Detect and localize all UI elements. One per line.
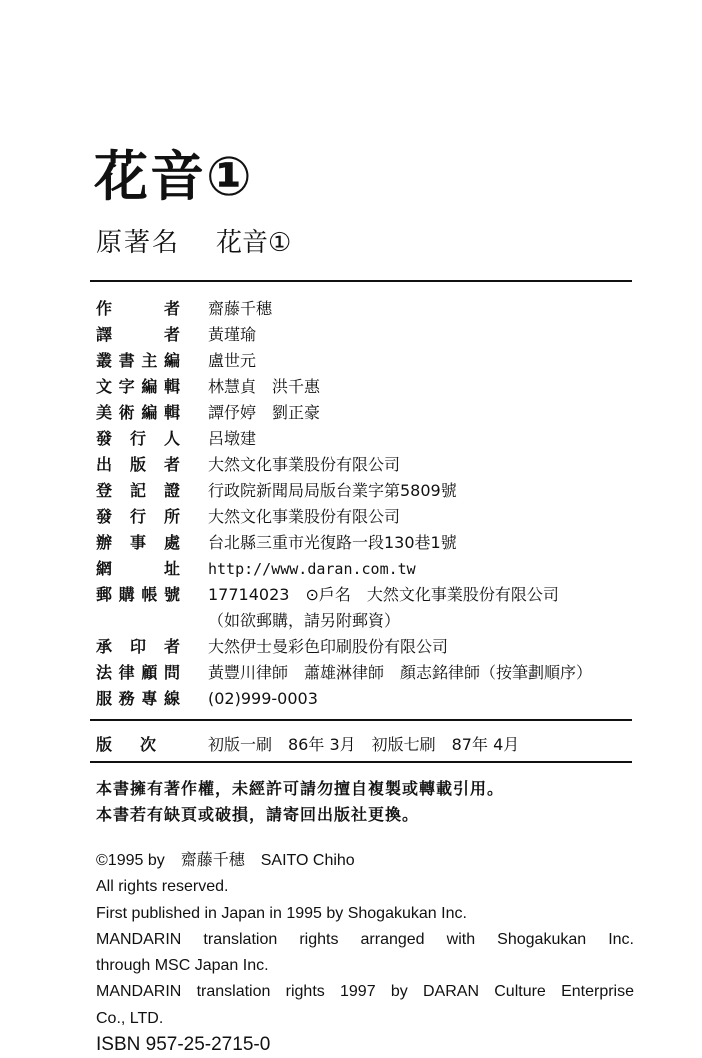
credit-value: 大然伊士曼彩色印刷股份有限公司 <box>208 637 449 656</box>
credit-label: 登記證 <box>96 481 180 500</box>
top-divider <box>90 280 632 282</box>
bottom-divider <box>90 761 632 763</box>
credit-value: (02)999-0003 <box>208 689 318 708</box>
rights-line: Co., LTD. <box>96 1009 164 1027</box>
rights-line: through MSC Japan Inc. <box>96 957 269 975</box>
credit-label: 法律顧問 <box>96 663 180 682</box>
credit-value: 台北縣三重市光復路一段130巷1號 <box>208 533 457 552</box>
rights-line: MANDARIN translation rights arranged with Shogakukan Inc. <box>96 930 634 948</box>
isbn-line: ISBN 957-25-2715-0 <box>96 1034 271 1056</box>
website-link[interactable]: http://www.daran.com.tw <box>208 560 416 578</box>
credits-list <box>96 296 636 712</box>
credit-value: 17714023 ⊙戶名 大然文化事業股份有限公司 <box>208 585 559 604</box>
rights-line: First published in Japan in 1995 by Shogakukan Inc. <box>96 904 467 922</box>
english-rights-block <box>96 848 634 1058</box>
credit-label: 承印者 <box>96 637 180 656</box>
credit-row-publisher-person <box>96 426 636 452</box>
credit-row-text-editor <box>96 374 636 400</box>
credit-value: 黃豐川律師 蕭雄淋律師 顏志銘律師（按筆劃順序） <box>208 663 593 682</box>
credit-label: 網 址 <box>96 559 180 578</box>
credit-value: 呂墩建 <box>208 429 257 448</box>
rights-line: MANDARIN translation rights 1997 by DARAN Culture Enterprise <box>96 983 634 1001</box>
original-title <box>96 225 291 261</box>
credit-label: 郵購帳號 <box>96 585 180 604</box>
edition-row <box>96 732 519 758</box>
original-title-value: 花音① <box>216 228 292 258</box>
credit-row-postal-account <box>96 582 636 608</box>
credit-label: 文字編輯 <box>96 377 180 396</box>
credit-label: 發行所 <box>96 507 180 526</box>
rights-line: All rights reserved. <box>96 878 229 896</box>
credit-value: 盧世元 <box>208 351 257 370</box>
credit-value: （如欲郵購，請另附郵資） <box>208 611 401 630</box>
credit-row-legal <box>96 660 636 686</box>
credit-value: 林慧貞 洪千惠 <box>208 377 321 396</box>
credit-value: 大然文化事業股份有限公司 <box>208 455 401 474</box>
notice-line: 本書擁有著作權，未經許可請勿擅自複製或轉載引用。 <box>96 779 505 798</box>
credit-value: 黃瑾瑜 <box>208 325 257 344</box>
credit-row-author <box>96 296 636 322</box>
credit-row-publisher <box>96 452 636 478</box>
credit-label: 辦事處 <box>96 533 180 552</box>
credit-label: 服務專線 <box>96 689 180 708</box>
book-title: 花音① <box>94 145 254 208</box>
credit-row-postal-note <box>96 608 636 634</box>
credit-value: 齋藤千穗 <box>208 299 273 318</box>
credit-row-registration <box>96 478 636 504</box>
notice-line: 本書若有缺頁或破損，請寄回出版社更換。 <box>96 805 420 824</box>
copyright-line: ©1995 by 齋藤千穗 SAITO Chiho <box>96 852 355 869</box>
credit-value: 行政院新聞局局版台業字第5809號 <box>208 481 457 500</box>
credit-value: 譚伃婷 劉正豪 <box>208 403 321 422</box>
credit-label: 發行人 <box>96 429 180 448</box>
edition-label: 版 次 <box>96 735 163 754</box>
credit-row-printer <box>96 634 636 660</box>
credit-label: 叢書主編 <box>96 351 180 370</box>
credit-row-website <box>96 556 636 582</box>
credit-row-translator <box>96 322 636 348</box>
copyright-notice <box>96 776 504 828</box>
credit-row-service-line <box>96 686 636 712</box>
credit-row-distributor <box>96 504 636 530</box>
credit-value: 大然文化事業股份有限公司 <box>208 507 401 526</box>
credit-label: 譯 者 <box>96 325 180 344</box>
credit-label: 美術編輯 <box>96 403 180 422</box>
credit-label: 作 者 <box>96 299 180 318</box>
credit-row-office <box>96 530 636 556</box>
credit-row-art-editor <box>96 400 636 426</box>
original-title-label: 原著名 <box>96 228 181 258</box>
credit-row-series-editor <box>96 348 636 374</box>
middle-divider <box>90 719 632 721</box>
edition-value: 初版一刷 86年 3月 初版七刷 87年 4月 <box>208 735 520 754</box>
credit-label: 出版者 <box>96 455 180 474</box>
